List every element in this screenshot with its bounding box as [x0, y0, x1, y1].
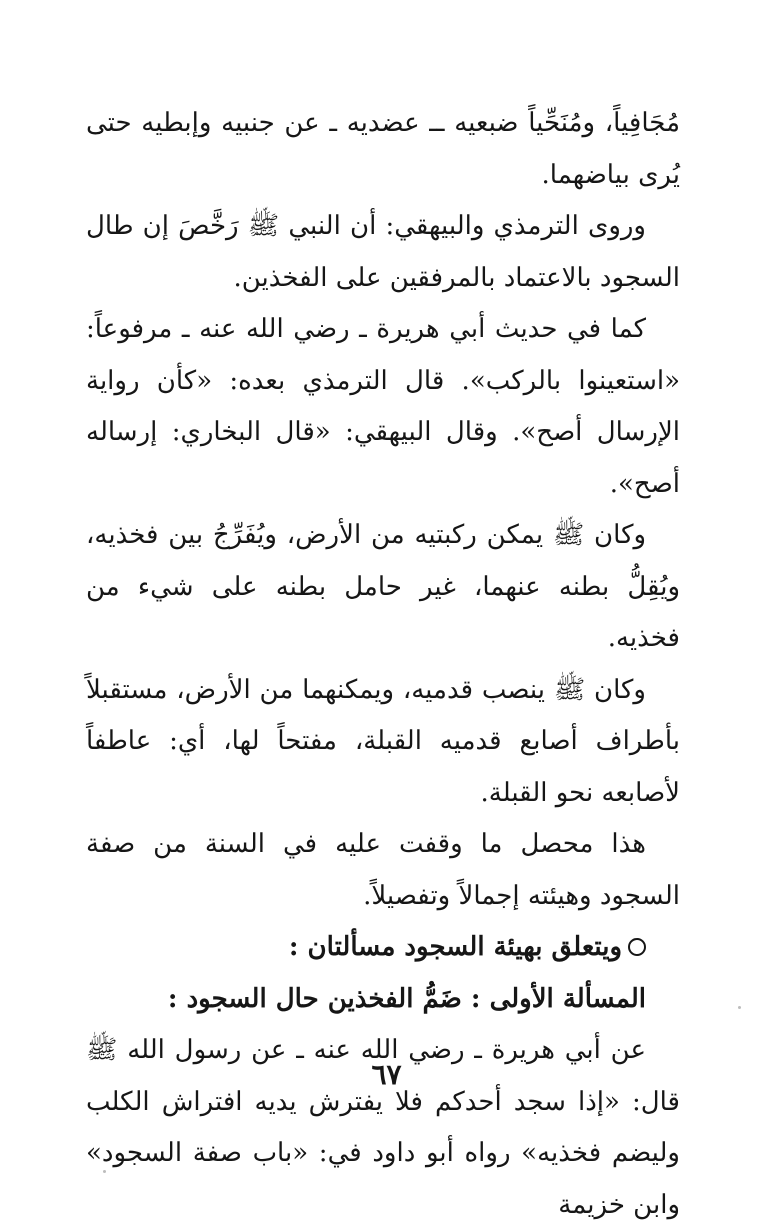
paragraph-feet: وكان ﷺ ينصب قدميه، ويمكنهما من الأرض، مستقبلاً بأطراف أصابع قدميه القبلة، مفتحاً لها، أي: عاطفاً لأصابعه نحو القبلة. — [86, 674, 680, 808]
paragraph-continuation: مُجَافِياً، ومُنَحِّياً ضبعيه ــ عضديه ـ عن جنبيه وإبطيه حتى يُرى بياضهما. — [86, 108, 680, 190]
bullet-line-text: ويتعلق بهيئة السجود مسألتان : — [288, 932, 622, 962]
issue-heading: المسألة الأولى : ضَمُّ الفخذين حال السجود : — [167, 983, 646, 1014]
paragraph-summary: هذا محصل ما وقفت عليه في السنة من صفة السجود وهيئته إجمالاً وتفصيلاً. — [86, 829, 680, 911]
bullet-line — [86, 922, 680, 974]
paragraph-hadith: عن أبي هريرة ـ رضي الله عنه ـ عن رسول الله ﷺ قال: «إذا سجد أحدكم فلا يفترش يديه افتراش الكلب وليضم فخذيه» رواه أبو داود في: «باب صفة السجود» وابن خزيمة — [86, 1035, 680, 1220]
paragraph-knees: وكان ﷺ يمكن ركبتيه من الأرض، ويُفَرِّجُ بين فخذيه، ويُقِلُّ بطنه عنهما، غير حامل بطنه على شيء من فخذيه. — [86, 520, 680, 653]
page-number: ٦٧ — [371, 1058, 402, 1091]
paragraph-tirmidhi-bayhaqi: وروى الترمذي والبيهقي: أن النبي ﷺ رَخَّصَ إن طال السجود بالاعتماد بالمرفقين على الفخذين. — [86, 211, 680, 293]
scan-speck — [103, 1170, 106, 1173]
scan-speck — [738, 1006, 741, 1009]
circle-bullet-icon — [628, 938, 646, 956]
paragraph-abu-hurayra: كما في حديث أبي هريرة ـ رضي الله عنه ـ مرفوعاً: «استعينوا بالركب». قال الترمذي بعده: «كأن رواية الإرسال أصح». وقال البيهقي: «قال البخاري: إرساله أصح». — [86, 314, 680, 499]
